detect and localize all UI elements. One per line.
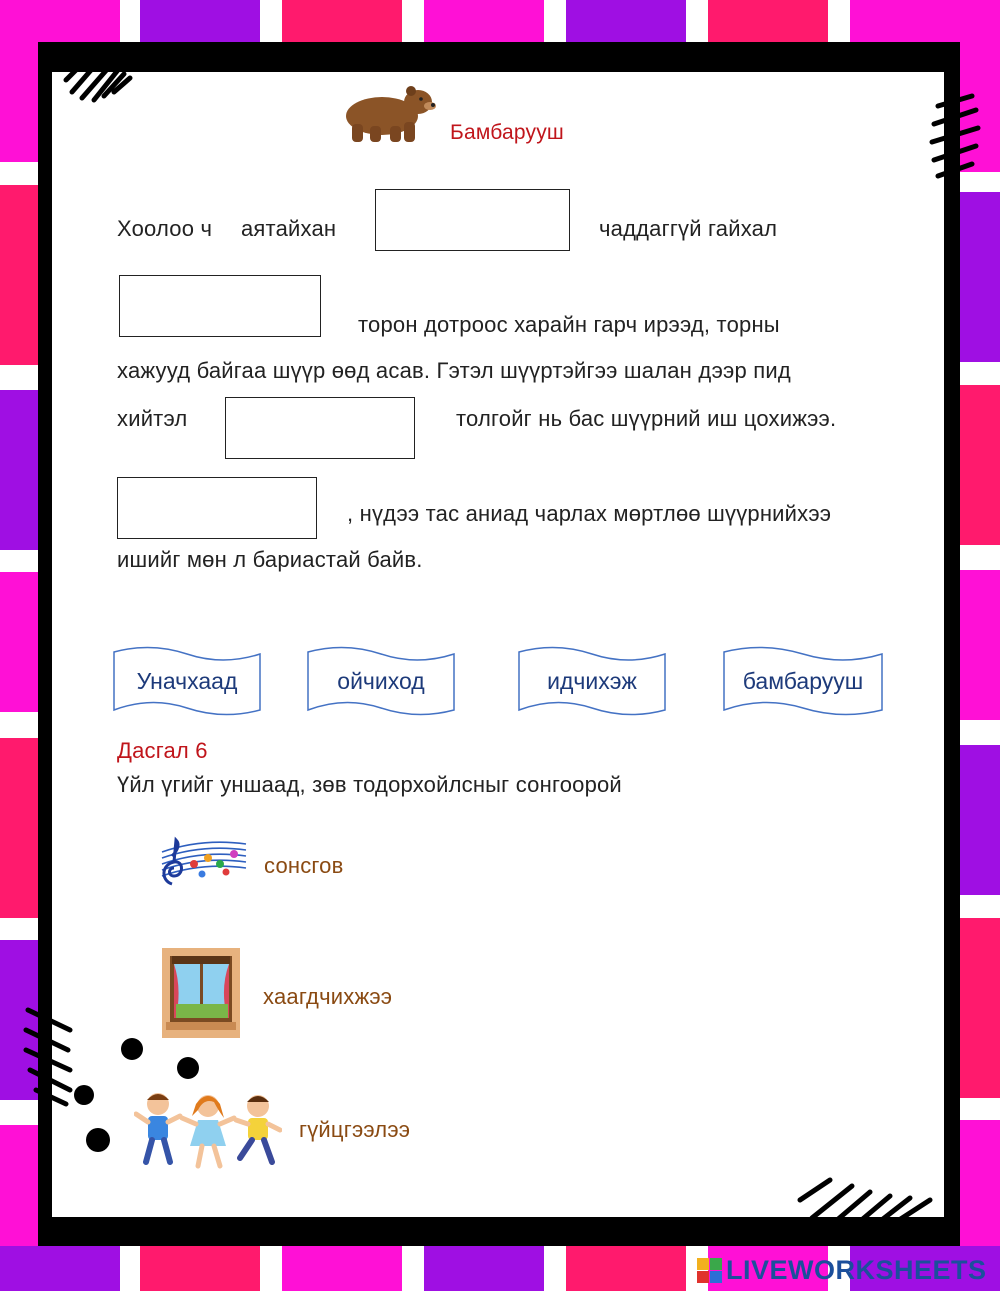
exercise-word-2[interactable]: хаагдчихжээ <box>263 984 393 1009</box>
window-icon <box>162 948 240 1038</box>
word-card-label: идчихэж <box>547 668 637 694</box>
story-line3: хажууд байгаа шүүр өөд асав. Гэтэл шүүртэйгээ шалан дээр пид <box>117 358 791 383</box>
word-card-2[interactable] <box>305 644 457 718</box>
exercise-word-1[interactable]: сонсгов <box>264 853 344 878</box>
story-line4-part1: хийтэл <box>117 406 188 431</box>
word-card-label: Уначхаад <box>136 668 238 694</box>
exercise-title: Дасгал 6 <box>117 738 208 763</box>
liveworksheets-watermark: LIVEWORKSHEETS <box>726 1255 987 1285</box>
running-kids-icon <box>134 1088 282 1176</box>
word-card-4[interactable] <box>721 644 885 718</box>
music-notes-icon <box>154 834 250 892</box>
answer-blank-1[interactable] <box>375 189 570 251</box>
story-line1-part1: Хоолоо ч <box>117 216 213 241</box>
exercise-instruction: Үйл үгийг уншаад, зөв тодорхойлсныг сонгоорой <box>117 772 622 797</box>
liveworksheets-logo-icon <box>697 1258 723 1284</box>
exercise-word-3[interactable]: гүйцгээлээ <box>299 1117 411 1142</box>
answer-blank-2[interactable] <box>119 275 321 337</box>
story-line1-part3: чаддаггүй гайхал <box>599 216 778 241</box>
bear-icon <box>338 82 436 144</box>
story-title: Бамбарууш <box>450 121 564 144</box>
word-card-3[interactable] <box>516 644 668 718</box>
word-card-label: бамбарууш <box>742 668 864 694</box>
word-card-label: ойчиход <box>337 668 425 694</box>
story-line2: торон дотроос харайн гарч ирээд, торны <box>358 312 780 337</box>
story-line4-part2: толгойг нь бас шүүрний иш цохижээ. <box>456 406 837 431</box>
answer-blank-4[interactable] <box>117 477 317 539</box>
answer-blank-3[interactable] <box>225 397 415 459</box>
word-card-1[interactable] <box>111 644 263 718</box>
story-line6: ишийг мөн л бариастай байв. <box>117 547 423 572</box>
story-line5: , нүдээ тас аниад чарлах мөртлөө шүүрнийхээ <box>347 501 832 526</box>
story-line1-part2: аятайхан <box>241 216 337 241</box>
